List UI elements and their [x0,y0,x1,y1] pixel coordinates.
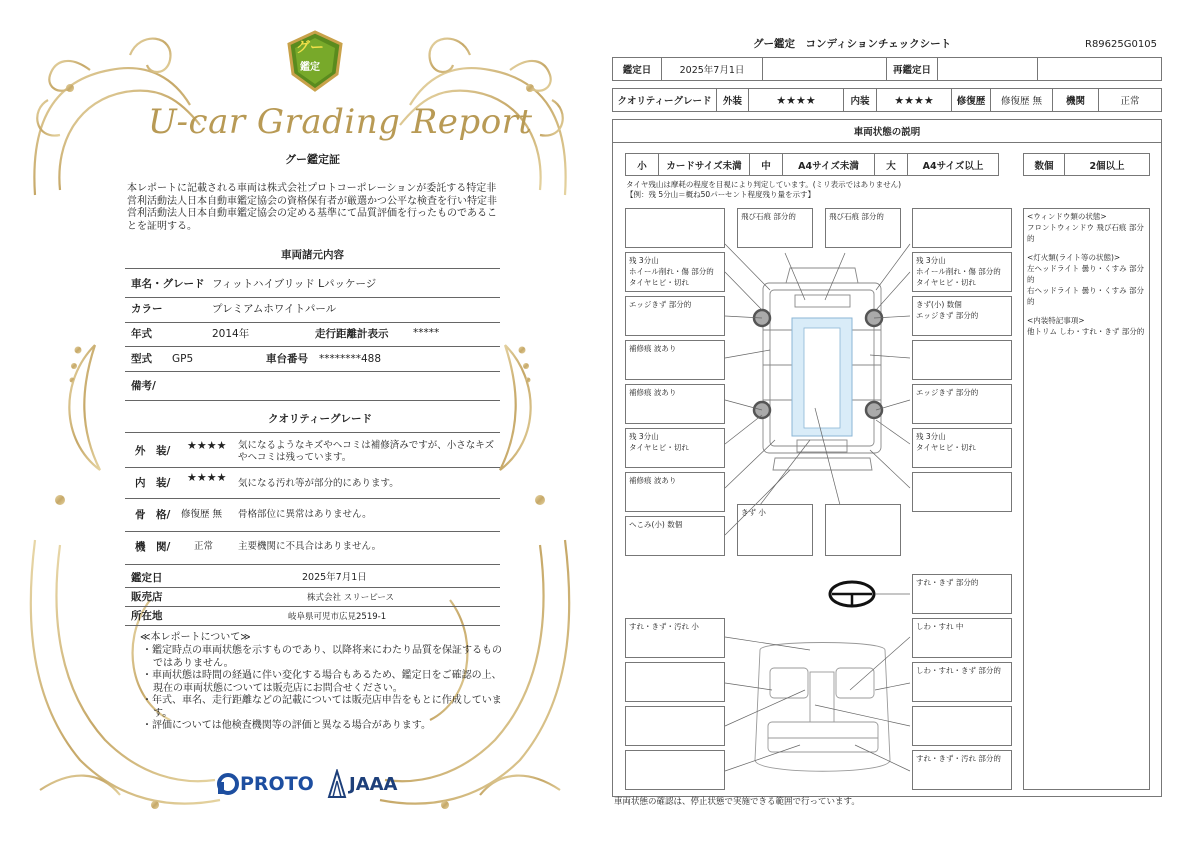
note-interior-l3 [625,706,725,746]
note-interior-r1: すれ・きず 部分的 [912,574,1012,614]
engine-label: 機関 [1052,88,1099,112]
ext-stars: ★★★★ [748,88,844,112]
note-interior-l1: すれ・きず・汚れ 小 [625,618,725,658]
note-left-4: 補修痕 波あり [625,384,725,424]
size-small: 小 [625,153,659,176]
exterior-comment: 気になるようなキズやヘコミは補修済みですが、小さなキズやヘコミは残っています。 [238,440,495,463]
note-interior-r4 [912,706,1012,746]
redate-label: 再鑑定日 [886,57,938,81]
repair-label: 修復歴 [951,88,991,112]
grade-heading: クオリティーグレード [268,413,372,425]
frame-value: 修復歴 無 [181,509,223,520]
engine-label: 機 関/ [135,541,171,553]
section-title: 車両状態の説明 [612,119,1162,143]
badge-text-top: グー [296,40,324,56]
exterior-stars: ★★★★ [187,439,227,452]
date-label: 鑑定日 [612,57,662,81]
note-left-tire-front: 残 3分山 ホイール削れ・傷 部分的 タイヤヒビ・切れ [625,252,725,292]
repair-value: 修復歴 無 [990,88,1053,112]
engine-comment: 主要機関に不具合はありません。 [238,541,382,552]
size-small-desc: カードサイズ未満 [658,153,750,176]
date-label: 鑑定日 [131,572,163,584]
about-list [142,645,502,733]
jaaa-logo-icon [327,769,347,799]
chassis-value: ********488 [319,353,382,365]
sheet-title: グー鑑定 コンディションチェックシート [753,38,952,50]
car-name-label: 車名・グレード [131,278,205,290]
sheet-code: R89625G0105 [1085,39,1157,50]
note-interior-r2: しわ・すれ 中 [912,618,1012,658]
note-left-2: エッジきず 部分的 [625,296,725,336]
int-stars: ★★★★ [876,88,952,112]
address-label: 所在地 [131,610,163,622]
model-label: 型式 [131,353,152,365]
date-value: 2025年7月1日 [302,572,367,583]
tire-note-1: タイヤ残山は摩耗の程度を目視により判定しています。(ミリ表示ではありません) [626,180,902,189]
note-top-3: 飛び石痕 部分的 [825,208,901,248]
chassis-label: 車台番号 [266,353,308,365]
engine-value: 正常 [1098,88,1162,112]
interior-label: 内 装/ [135,477,171,489]
tire-note-2: 【例：残 5分山＝概ね50パーセント程度残り量を示す】 [626,190,816,199]
note-right-1 [912,208,1012,248]
note-right-6 [912,472,1012,512]
size-mid: 中 [749,153,783,176]
engine-value: 正常 [194,541,214,552]
steering-wheel-icon [830,582,874,606]
exterior-label: 外 装/ [135,445,171,457]
side-notes: <ウィンドウ類の状態> フロントウィンドウ 飛び石痕 部分的 <灯火類(ライト等の状態)> 左ヘッドライト 曇り・くすみ 部分的 右ヘッドライト 曇り・くすみ 部分的 <内装特記事項> 他トリム しわ・すれ・きず 部分的 [1023,208,1150,790]
note-bottom-2: きず 小 [737,504,813,556]
interior-comment: 気になる汚れ等が部分的にあります。 [238,478,399,489]
count-desc: 2個以上 [1064,153,1150,176]
proto-logo-text: PROTO [240,773,314,795]
size-large-desc: A4サイズ以上 [907,153,999,176]
spec-heading: 車両諸元内容 [281,249,344,261]
interior-stars: ★★★★ [187,471,227,484]
qg-label: クオリティーグレード [612,88,717,112]
model-value: GP5 [172,353,194,365]
certificate-intro: 本レポートに記載される車両は株式会社プロトコーポレーションが委託する特定非営利活動法人日本自動車鑑定協会の資格保有者が厳選かつ公平な検査を行い特定非営利活動法人日本自動車鑑定協会の定める基準にて品質評価を行ったものであることを証明する。 [127,183,497,232]
script-title: U-car Grading Report [148,102,533,142]
note-right-tire-rear: 残 3分山 タイヤヒビ・切れ [912,428,1012,468]
size-mid-desc: A4サイズ未満 [782,153,875,176]
proto-logo-icon [216,772,240,796]
color-label: カラー [131,303,163,315]
date-value: 2025年7月1日 [661,57,763,81]
note-interior-l2 [625,662,725,702]
color-value: プレミアムホワイトパール [212,303,337,315]
note-right-3 [912,340,1012,380]
year-label: 年式 [131,328,152,340]
int-label: 内装 [843,88,877,112]
shop-value: 株式会社 スリーピース [307,593,394,603]
about-item: ・鑑定時点の車両状態を示すものであり、以降将来にわたり品質を保証するものではありません。 [142,645,502,669]
about-item: ・年式、車名、走行距離などの記載については販売店申告をもとに作成しています。 [142,695,502,719]
year-value: 2014年 [212,328,250,340]
about-heading: ≪本レポートについて≫ [140,632,251,643]
sheet-footer: 車両状態の確認は、停止状態で実施できる範囲で行っています。 [614,797,860,807]
note-interior-l4 [625,750,725,790]
mileage-value: ***** [413,327,440,339]
mileage-label: 走行距離計表示 [315,328,389,340]
badge-text-bottom: 鑑定 [300,62,320,73]
about-item: ・車両状態は時間の経過に伴い変化する場合もあるため、鑑定日をご確認の上、現在の車両状態については販売店にお問合せください。 [142,670,502,694]
remarks-label: 備考/ [131,380,156,392]
note-right-tire-front: 残 3分山 ホイール削れ・傷 部分的 タイヤヒビ・切れ [912,252,1012,292]
note-left-6: 補修痕 波あり [625,472,725,512]
note-left-1 [625,208,725,248]
shop-label: 販売店 [131,591,163,603]
note-bottom-3 [825,504,901,556]
frame-label: 骨 格/ [135,509,171,521]
note-left-tire-rear: 残 3分山 タイヤヒビ・切れ [625,428,725,468]
note-left-3: 補修痕 波あり [625,340,725,380]
note-interior-r3: しわ・すれ・きず 部分的 [912,662,1012,702]
count-label: 数個 [1023,153,1065,176]
jaaa-logo-text: JAAA [349,774,398,795]
note-right-4: エッジきず 部分的 [912,384,1012,424]
car-name-value: フィットハイブリッド Lパッケージ [212,278,377,290]
condition-check-sheet [600,0,1200,848]
about-item: ・評価については他検査機関等の評価と異なる場合があります。 [142,720,431,731]
size-large: 大 [874,153,908,176]
note-bottom-1: へこみ(小) 数個 [625,516,725,556]
note-interior-r5: すれ・きず・汚れ 部分的 [912,750,1012,790]
note-top-2: 飛び石痕 部分的 [737,208,813,248]
certificate-heading: グー鑑定証 [285,153,340,166]
note-right-2: きず(小) 数個 エッジきず 部分的 [912,296,1012,336]
address-value: 岐阜県可児市広見2519-1 [288,612,387,622]
frame-comment: 骨格部位に異常はありません。 [238,509,372,520]
ext-label: 外装 [716,88,749,112]
